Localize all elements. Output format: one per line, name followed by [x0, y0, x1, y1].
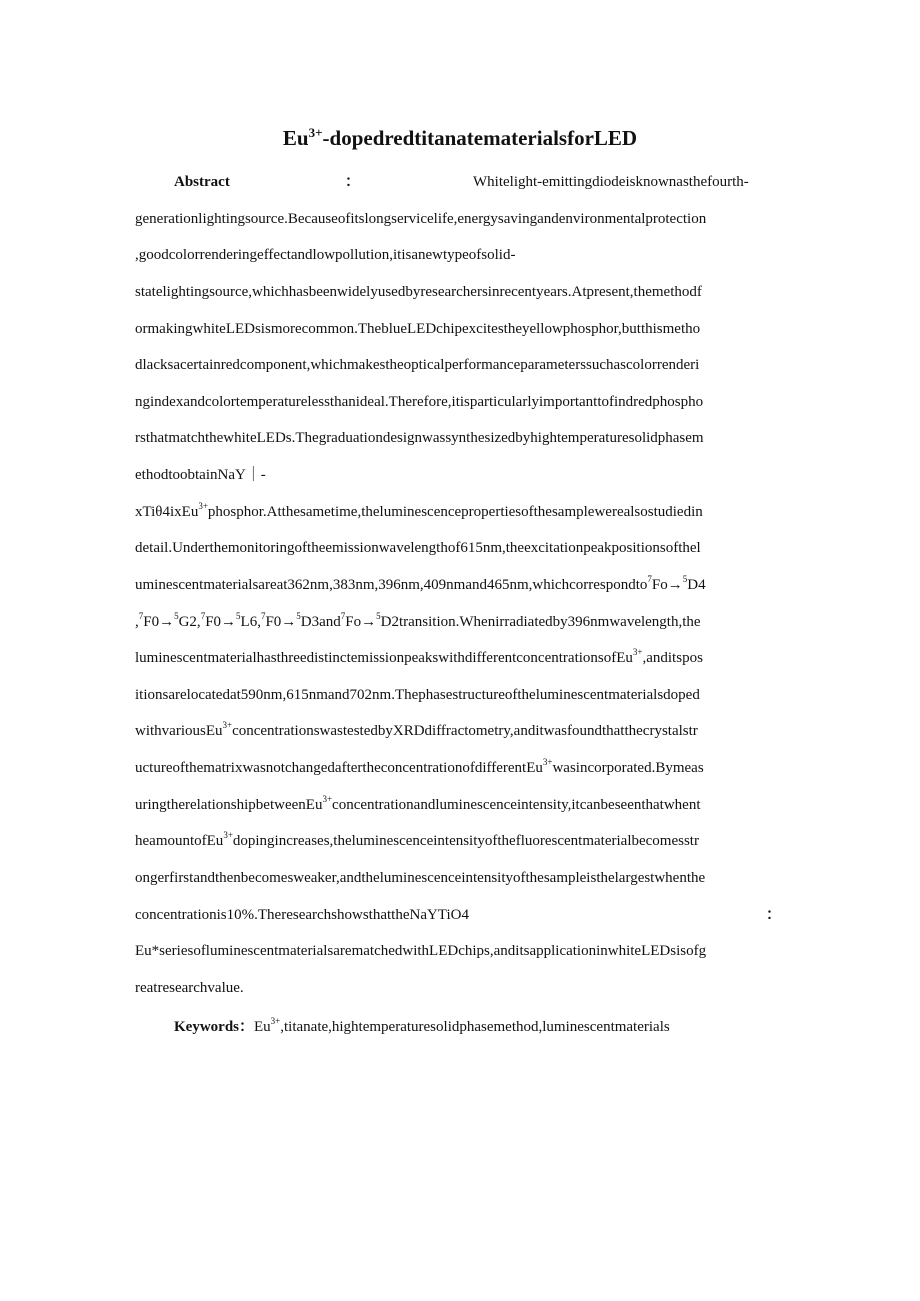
- abstract-line: ongerfirstandthenbecomesweaker,andtheluminescenceintensityofthesampleisthelargestwhenthe: [135, 870, 706, 886]
- abstract-line: xTiθ4ixEu$^{3+}$phosphor.Atthesametime,theluminescencepropertiesofthesamplewerealsostudiedin: [135, 502, 703, 520]
- abstract-line: Whitelight-emittingdiodeisknownasthefourth-: [473, 174, 749, 190]
- abstract-line: ,goodcolorrenderingeffectandlowpollution,itisanewtypeofsolid-: [135, 247, 516, 263]
- abstract-line: uringtherelationshipbetweenEu$^{3+}$concentrationandluminescenceintensity,itcanbeseenthatwhent: [135, 795, 701, 813]
- abstract-line: ,$^7$F0→$^5$G2,$^7$F0→$^5$L6,$^7$F0→$^5$D3and$^7$Fo→$^5$D2transition.Whenirradiatedby396nmwavelength,the: [135, 612, 701, 630]
- abstract-line: detail.Underthemonitoringoftheemissionwavelengthof615nm,theexcitationpeakpositionsofthel: [135, 540, 701, 556]
- abstract-line: itionsarelocatedat590nm,615nmand702nm.Thephasestructureoftheluminescentmaterialsdoped: [135, 687, 700, 703]
- abstract-line: reatresearchvalue.: [135, 980, 244, 996]
- abstract-line: ormakingwhiteLEDsismorecommon.TheblueLEDchipexcitestheyellowphosphor,butthismetho: [135, 321, 701, 337]
- abstract-line: luminescentmaterialhasthreedistinctemissionpeakswithdifferentconcentrationsofEu$^{3+}$,anditspos: [135, 648, 703, 666]
- abstract-colon: ：: [766, 907, 782, 923]
- abstract-line: ethodtoobtainNaY｜-: [135, 467, 266, 483]
- document-title: $Eu^{3+}$-dopedredtitanatematerialsforLED: [282, 125, 638, 150]
- abstract-line: dlacksacertainredcomponent,whichmakestheopticalperformanceparameterssuchascolorrenderi: [135, 357, 700, 373]
- abstract-label: Abstract: [174, 174, 230, 190]
- abstract-line: generationlightingsource.Becauseofitslongservicelife,energysavingandenvironmentalprotection: [135, 211, 707, 227]
- abstract-line: concentrationis10%.TheresearchshowsthattheNaYTiO4: [135, 907, 469, 923]
- abstract-line: uctureofthematrixwasnotchangedaftertheconcentrationofdifferentEu$^{3+}$wasincorporated.Bymeas: [135, 758, 704, 776]
- abstract-line: withvariousEu$^{3+}$concentrationswastestedbyXRDdiffractometry,anditwasfoundthatthecrystalstr: [135, 721, 698, 739]
- abstract-colon: ：: [345, 174, 361, 190]
- abstract-line: rsthatmatchthewhiteLEDs.Thegraduationdesignwassynthesizedbyhightemperaturesolidphasem: [135, 430, 704, 446]
- abstract-line: heamountofEu$^{3+}$dopingincreases,theluminescenceintensityofthefluorescentmaterialbecomesstr: [135, 831, 699, 849]
- keywords-line: Keywords：$Eu^{3+},titanate,hightemperaturesolidphasemethod,luminescentmaterials$: [174, 1016, 670, 1035]
- abstract-line: statelightingsource,whichhasbeenwidelyusedbyresearchersinrecentyears.Atpresent,themethodf: [135, 284, 702, 300]
- keywords-label: Keywords：: [174, 1019, 254, 1035]
- abstract-line: Eu*seriesofluminescentmaterialsarematchedwithLEDchips,anditsapplicationinwhiteLEDsisofg: [135, 943, 707, 959]
- abstract-line: uminescentmaterialsareat362nm,383nm,396nm,409nmand465nm,whichcorrespondto$^7$Fo→$^5$D4: [135, 575, 706, 593]
- abstract-line: ngindexandcolortemperaturelessthanideal.Therefore,itisparticularlyimportanttofindredphospho: [135, 394, 704, 410]
